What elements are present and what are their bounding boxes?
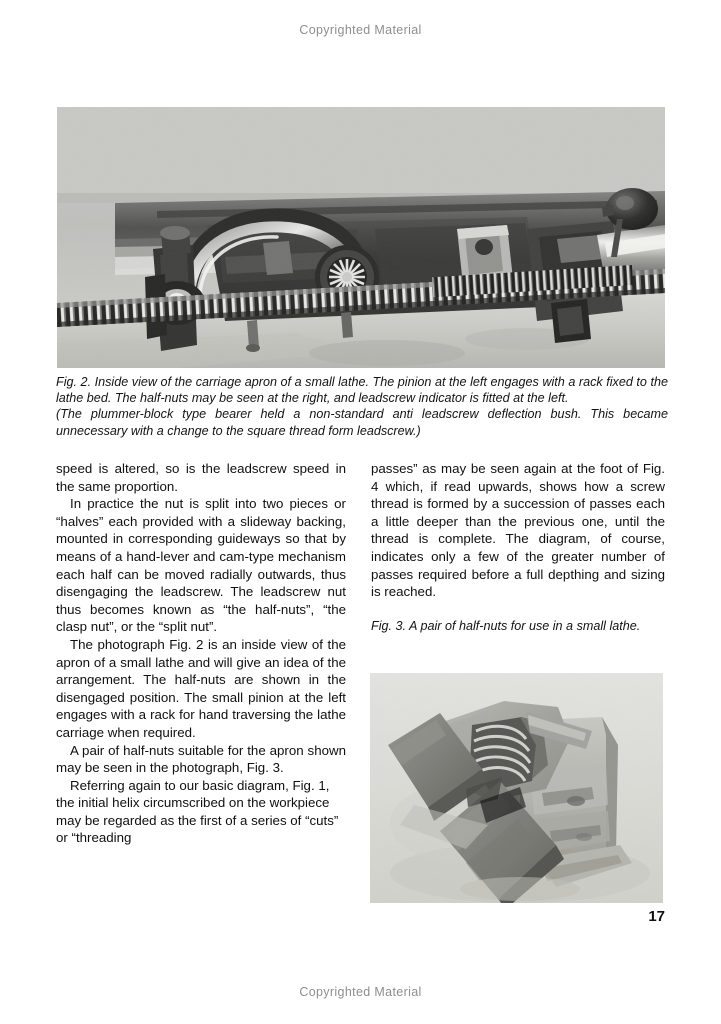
body-right-column [371,460,665,634]
figure-2-caption-main: Fig. 2. Inside view of the carriage apron of a small lathe. The pinion at the left engages with a rack fixed to the lathe bed. The half-nuts may be seen at the right, and leadscrew indicator is fitted at the left. [56,375,668,406]
paragraph: speed is altered, so is the leadscrew speed in the same proportion. [56,461,346,494]
paragraph: Referring again to our basic diagram, Fig. 1, the initial helix circumscribed on the workpiece may be regarded as the first of a series of “cuts” or “threading [56,777,339,846]
figure-2-image [57,107,665,368]
body-left-column [56,460,346,847]
paragraph: The photograph Fig. 2 is an inside view of the apron of a small lathe and will give an idea of the arrangement. The half-nuts are shown in the disengaged position. The small pinion at the left engages with a rack for hand traversing the lathe carriage when required. [56,636,346,740]
figure-3-caption: Fig. 3. A pair of half-nuts for use in a small lathe. [371,618,641,633]
half-nuts-photo-graphic [370,673,663,903]
paragraph: In practice the nut is split into two pieces or “halves” each provided with a slideway backing, mounted in corresponding guideways so that by means of a hand-lever and cam-type mechanism each half can be moved radially outwards, thus disengaging the leadscrew. The leadscrew nut thus becomes known as “the half-nuts”, “the clasp nut”, or the “split nut”. [56,496,346,635]
carriage-apron-photo-graphic [57,107,665,368]
header-watermark: Copyrighted Material [299,23,422,37]
page-number: 17 [648,908,665,925]
paragraph: A pair of half-nuts suitable for the apron shown may be seen in the photograph, Fig. 3. [56,742,346,776]
figure-2-caption [56,374,668,439]
footer-watermark: Copyrighted Material [299,985,422,999]
figure-2-caption-note: (The plummer-block type bearer held a non-standard anti leadscrew deflection bush. This became unnecessary with a change to the square thread form leadscrew.) [56,407,668,438]
figure-3-image [370,673,663,903]
paragraph: passes” as may be seen again at the foot of Fig. 4 which, if read upwards, shows how a screw thread is formed by a succession of passes each a little deeper than the previous one, until the thread is complete. The diagram, of course, indicates only a few of the greater number of passes required before a full depthing and sizing is reached. [371,461,665,600]
